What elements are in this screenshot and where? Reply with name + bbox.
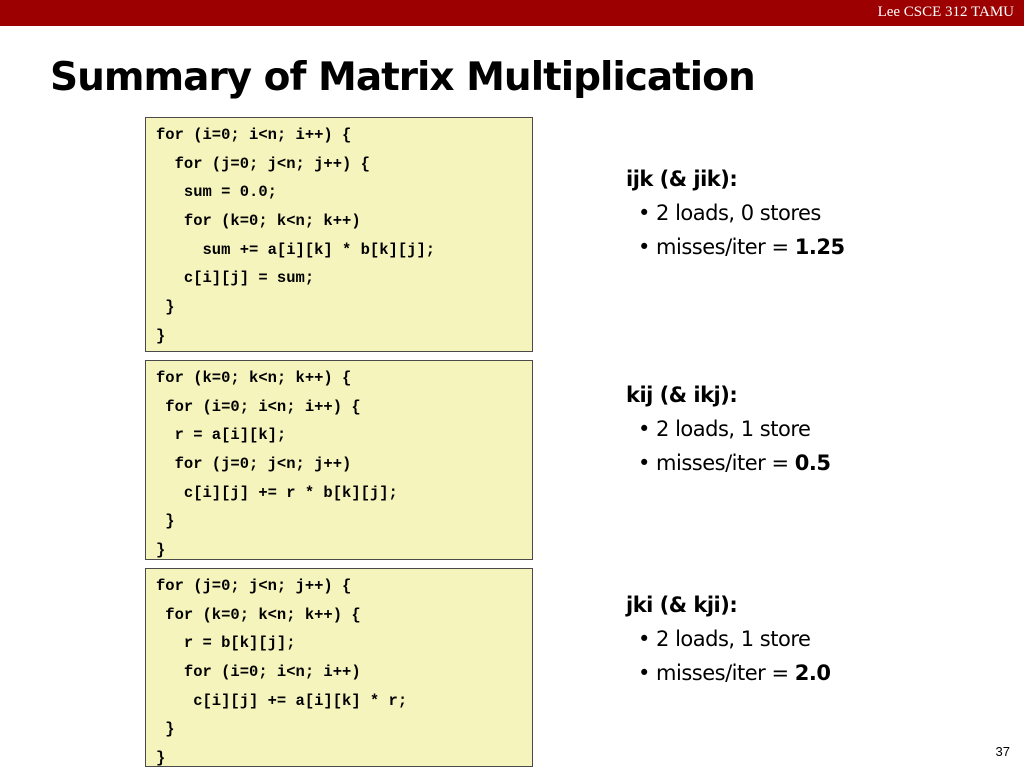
course-label: Lee CSCE 312 TAMU: [877, 4, 1014, 20]
code-line: for (i=0; i<n; i++) {: [156, 126, 352, 144]
code-line: }: [156, 749, 166, 768]
summary-jki: [626, 588, 1006, 690]
slide-title: Summary of Matrix Multiplication: [50, 55, 755, 100]
loads-stores-text: • 2 loads, 0 stores: [638, 201, 821, 225]
code-line: }: [156, 326, 166, 345]
misses-per-iter: [626, 230, 1006, 264]
code-block-ijk: [145, 117, 533, 352]
code-block-kij: [145, 360, 533, 560]
misses-label: • misses/iter =: [638, 235, 795, 259]
code-line: for (j=0; j<n; j++) {: [156, 577, 352, 595]
code-line: r = a[i][k];: [156, 426, 287, 445]
code-block-jki: [145, 568, 533, 767]
code-line: for (k=0; k<n; k++): [156, 212, 361, 231]
code-line: }: [156, 541, 166, 560]
header-bar: [0, 0, 1024, 26]
code-line: }: [156, 298, 175, 317]
code-line: for (i=0; i<n; i++) {: [156, 397, 361, 416]
misses-label: • misses/iter =: [638, 661, 795, 685]
misses-per-iter: [626, 446, 1006, 480]
summary-ijk: [626, 162, 1006, 264]
code-line: for (j=0; j<n; j++) {: [156, 154, 370, 173]
summary-heading: ijk (& jik):: [626, 167, 738, 191]
summary-heading: kij (& ikj):: [626, 383, 738, 407]
misses-value: 1.25: [794, 235, 845, 259]
code-line: c[i][j] += a[i][k] * r;: [156, 691, 408, 710]
code-line: for (k=0; k<n; k++) {: [156, 369, 352, 387]
code-line: for (j=0; j<n; j++): [156, 455, 352, 474]
misses-value: 0.5: [794, 451, 831, 475]
code-line: c[i][j] += r * b[k][j];: [156, 483, 398, 502]
code-line: r = b[k][j];: [156, 634, 296, 653]
misses-label: • misses/iter =: [638, 451, 795, 475]
code-line: sum = 0.0;: [156, 183, 277, 202]
code-line: for (i=0; i<n; i++): [156, 663, 361, 682]
loads-stores-text: • 2 loads, 1 store: [638, 627, 811, 651]
misses-per-iter: [626, 656, 1006, 690]
summary-heading: jki (& kji):: [626, 593, 738, 617]
code-line: sum += a[i][k] * b[k][j];: [156, 240, 436, 259]
page-number: 37: [995, 744, 1010, 759]
code-line: for (k=0; k<n; k++) {: [156, 605, 361, 624]
loads-stores-text: • 2 loads, 1 store: [638, 417, 811, 441]
code-line: c[i][j] = sum;: [156, 269, 315, 288]
code-line: }: [156, 512, 175, 531]
misses-value: 2.0: [794, 661, 831, 685]
code-line: }: [156, 720, 175, 739]
summary-kij: [626, 378, 1006, 480]
